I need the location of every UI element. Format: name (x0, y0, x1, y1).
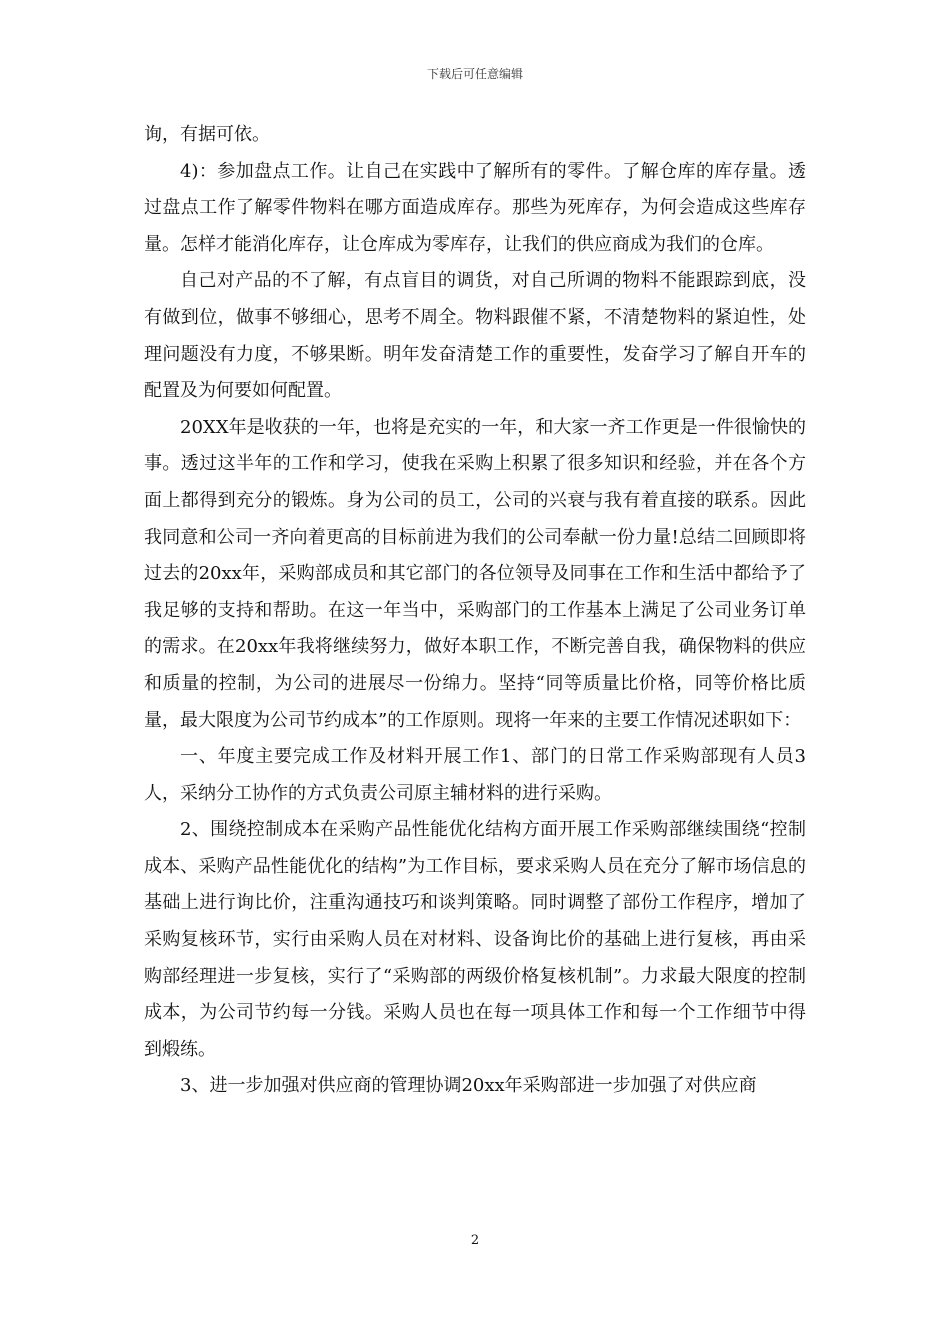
page-header: 下载后可任意编辑 (426, 67, 523, 81)
paragraph-6: 2、围绕控制成本在采购产品性能优化结构方面开展工作采购部继续围绕“控制成本、采购产品性能优化的结构”为工作目标，要求采购人员在充分了解市场信息的基础上进行询比价，注重沟通技巧和谈判策略。同时调整了部份工作程序，增加了采购复核环节，实行由采购人员在对材料、设备询比价的基础上进行复核，再由采购部经理进一步复核，实行了“采购部的两级价格复核机制”。力求最大限度的控制成本，为公司节约每一分钱。采购人员也在每一项具体工作和每一个工作细节中得到煅练。 (144, 819, 806, 1060)
paragraph-4: 20XX年是收获的一年，也将是充实的一年，和大家一齐工作更是一件很愉快的事。透过这半年的工作和学习，使我在采购上积累了很多知识和经验，并在各个方面上都得到充分的锻炼。身为公司的员工，公司的兴衰与我有着直接的联系。因此我同意和公司一齐向着更高的目标前进为我们的公司奉献一份力量!总结二回顾即将过去的20xx年，采购部成员和其它部门的各位领导及同事在工作和生活中都给予了我足够的支持和帮助。在这一年当中，采购部门的工作基本上满足了公司业务订单的需求。在20xx年我将继续努力，做好本职工作，不断完善自我，确保物料的供应和质量的控制，为公司的进展尽一份绵力。坚持“同等质量比价格，同等价格比质量，最大限度为公司节约成本”的工作原则。现将一年来的主要工作情况述职如下： (144, 416, 806, 731)
document-body (144, 117, 806, 1105)
paragraph-1: 询，有据可依。 (144, 124, 270, 145)
page-number: 2 (470, 1233, 480, 1248)
paragraph-3: 自己对产品的不了解，有点盲目的调货，对自己所调的物料不能跟踪到底，没有做到位，做事不够细心，思考不周全。物料跟催不紧，不清楚物料的紧迫性，处理问题没有力度，不够果断。明年发奋清楚工作的重要性，发奋学习了解自开车的配置及为何要如何配置。 (144, 270, 806, 402)
paragraph-2: 4)：参加盘点工作。让自己在实践中了解所有的零件。了解仓库的库存量。透过盘点工作了解零件物料在哪方面造成库存。那些为死库存，为何会造成这些库存量。怎样才能消化库存，让仓库成为零库存，让我们的供应商成为我们的仓库。 (144, 160, 806, 255)
paragraph-7: 3、进一步加强对供应商的管理协调20xx年采购部进一步加强了对供应商 (180, 1075, 757, 1097)
paragraph-5: 一、年度主要完成工作及材料开展工作1、部门的日常工作采购部现有人员3人，采纳分工协作的方式负责公司原主辅材料的进行采购。 (144, 746, 806, 804)
